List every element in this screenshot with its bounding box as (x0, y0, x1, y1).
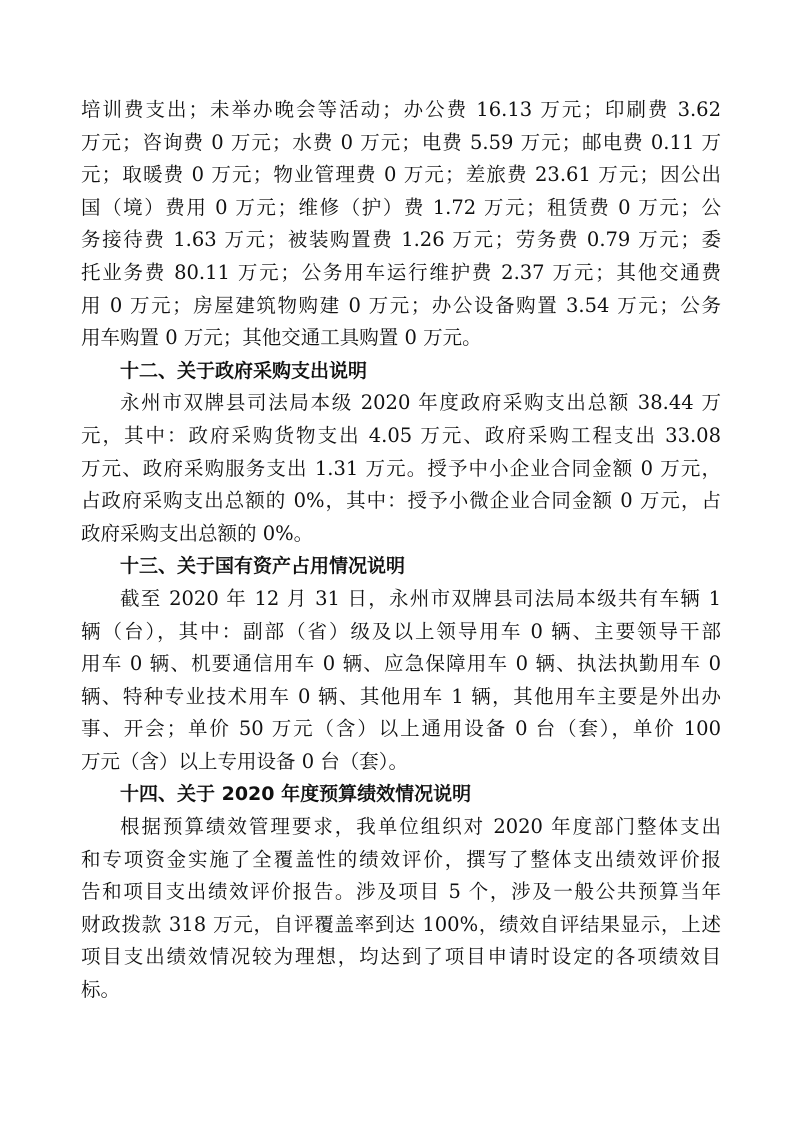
paragraph-line: 元，其中：政府采购货物支出 4.05 万元、政府采购工程支出 33.08 (81, 423, 721, 447)
performance-paragraph (81, 811, 721, 1007)
paragraph-line: 占政府采购支出总额的 0%，其中：授予小微企业合同金额 0 万元，占 (81, 489, 721, 513)
paragraph-line: 截至 2020 年 12 月 31 日，永州市双牌县司法局本级共有车辆 1 (120, 586, 721, 610)
paragraph-line: 财政拨款 318 万元，自评覆盖率到达 100%，绩效自评结果显示，上述 (81, 912, 721, 936)
procurement-paragraph (81, 387, 721, 550)
paragraph-line: 告和项目支出绩效评价报告。涉及项目 5 个，涉及一般公共预算当年 (81, 880, 721, 904)
paragraph-line: 用车购置 0 万元；其他交通工具购置 0 万元。 (81, 326, 482, 350)
assets-paragraph (81, 583, 721, 779)
paragraph-line: 辆（台），其中：副部（省）级及以上领导用车 0 辆、主要领导干部 (81, 619, 721, 643)
paragraph-line: 用 0 万元；房屋建筑物购建 0 万元；办公设备购置 3.54 万元；公务 (81, 293, 721, 317)
expenses-paragraph (81, 94, 721, 355)
paragraph-line: 政府采购支出总额的 0%。 (81, 521, 314, 545)
paragraph-line: 和专项资金实施了全覆盖性的绩效评价，撰写了整体支出绩效评价报 (81, 847, 721, 871)
section-heading-procurement: 十二、关于政府采购支出说明 (120, 359, 368, 382)
paragraph-line: 标。 (81, 978, 121, 1002)
paragraph-line: 元；取暖费 0 万元；物业管理费 0 万元；差旅费 23.61 万元；因公出 (81, 163, 721, 187)
paragraph-line: 永州市双牌县司法局本级 2020 年度政府采购支出总额 38.44 万 (120, 391, 721, 415)
paragraph-line: 根据预算绩效管理要求，我单位组织对 2020 年度部门整体支出 (120, 815, 721, 839)
paragraph-line: 万元（含）以上专用设备 0 台（套）。 (81, 749, 409, 773)
paragraph-line: 万元；咨询费 0 万元；水费 0 万元；电费 5.59 万元；邮电费 0.11 万 (81, 130, 721, 154)
paragraph-line: 项目支出绩效情况较为理想，均达到了项目申请时设定的各项绩效目 (81, 945, 721, 969)
paragraph-line: 托业务费 80.11 万元；公务用车运行维护费 2.37 万元；其他交通费 (81, 260, 721, 284)
paragraph-line: 培训费支出；未举办晚会等活动；办公费 16.13 万元；印刷费 3.62 (81, 98, 721, 121)
paragraph-line: 万元、政府采购服务支出 1.31 万元。授予中小企业合同金额 0 万元， (81, 456, 721, 480)
paragraph-line: 事、开会；单价 50 万元（含）以上通用设备 0 台（套），单价 100 (81, 717, 721, 741)
section-heading-assets: 十三、关于国有资产占用情况说明 (120, 555, 406, 578)
paragraph-line: 用车 0 辆、机要通信用车 0 辆、应急保障用车 0 辆、执法执勤用车 0 (81, 652, 721, 676)
paragraph-line: 国（境）费用 0 万元；维修（护）费 1.72 万元；租赁费 0 万元；公 (81, 195, 721, 219)
document-page (81, 94, 721, 1007)
section-heading-performance: 十四、关于 2020 年度预算绩效情况说明 (120, 783, 472, 806)
paragraph-line: 务接待费 1.63 万元；被装购置费 1.26 万元；劳务费 0.79 万元；委 (81, 228, 721, 252)
paragraph-line: 辆、特种专业技术用车 0 辆、其他用车 1 辆，其他用车主要是外出办 (81, 684, 721, 708)
